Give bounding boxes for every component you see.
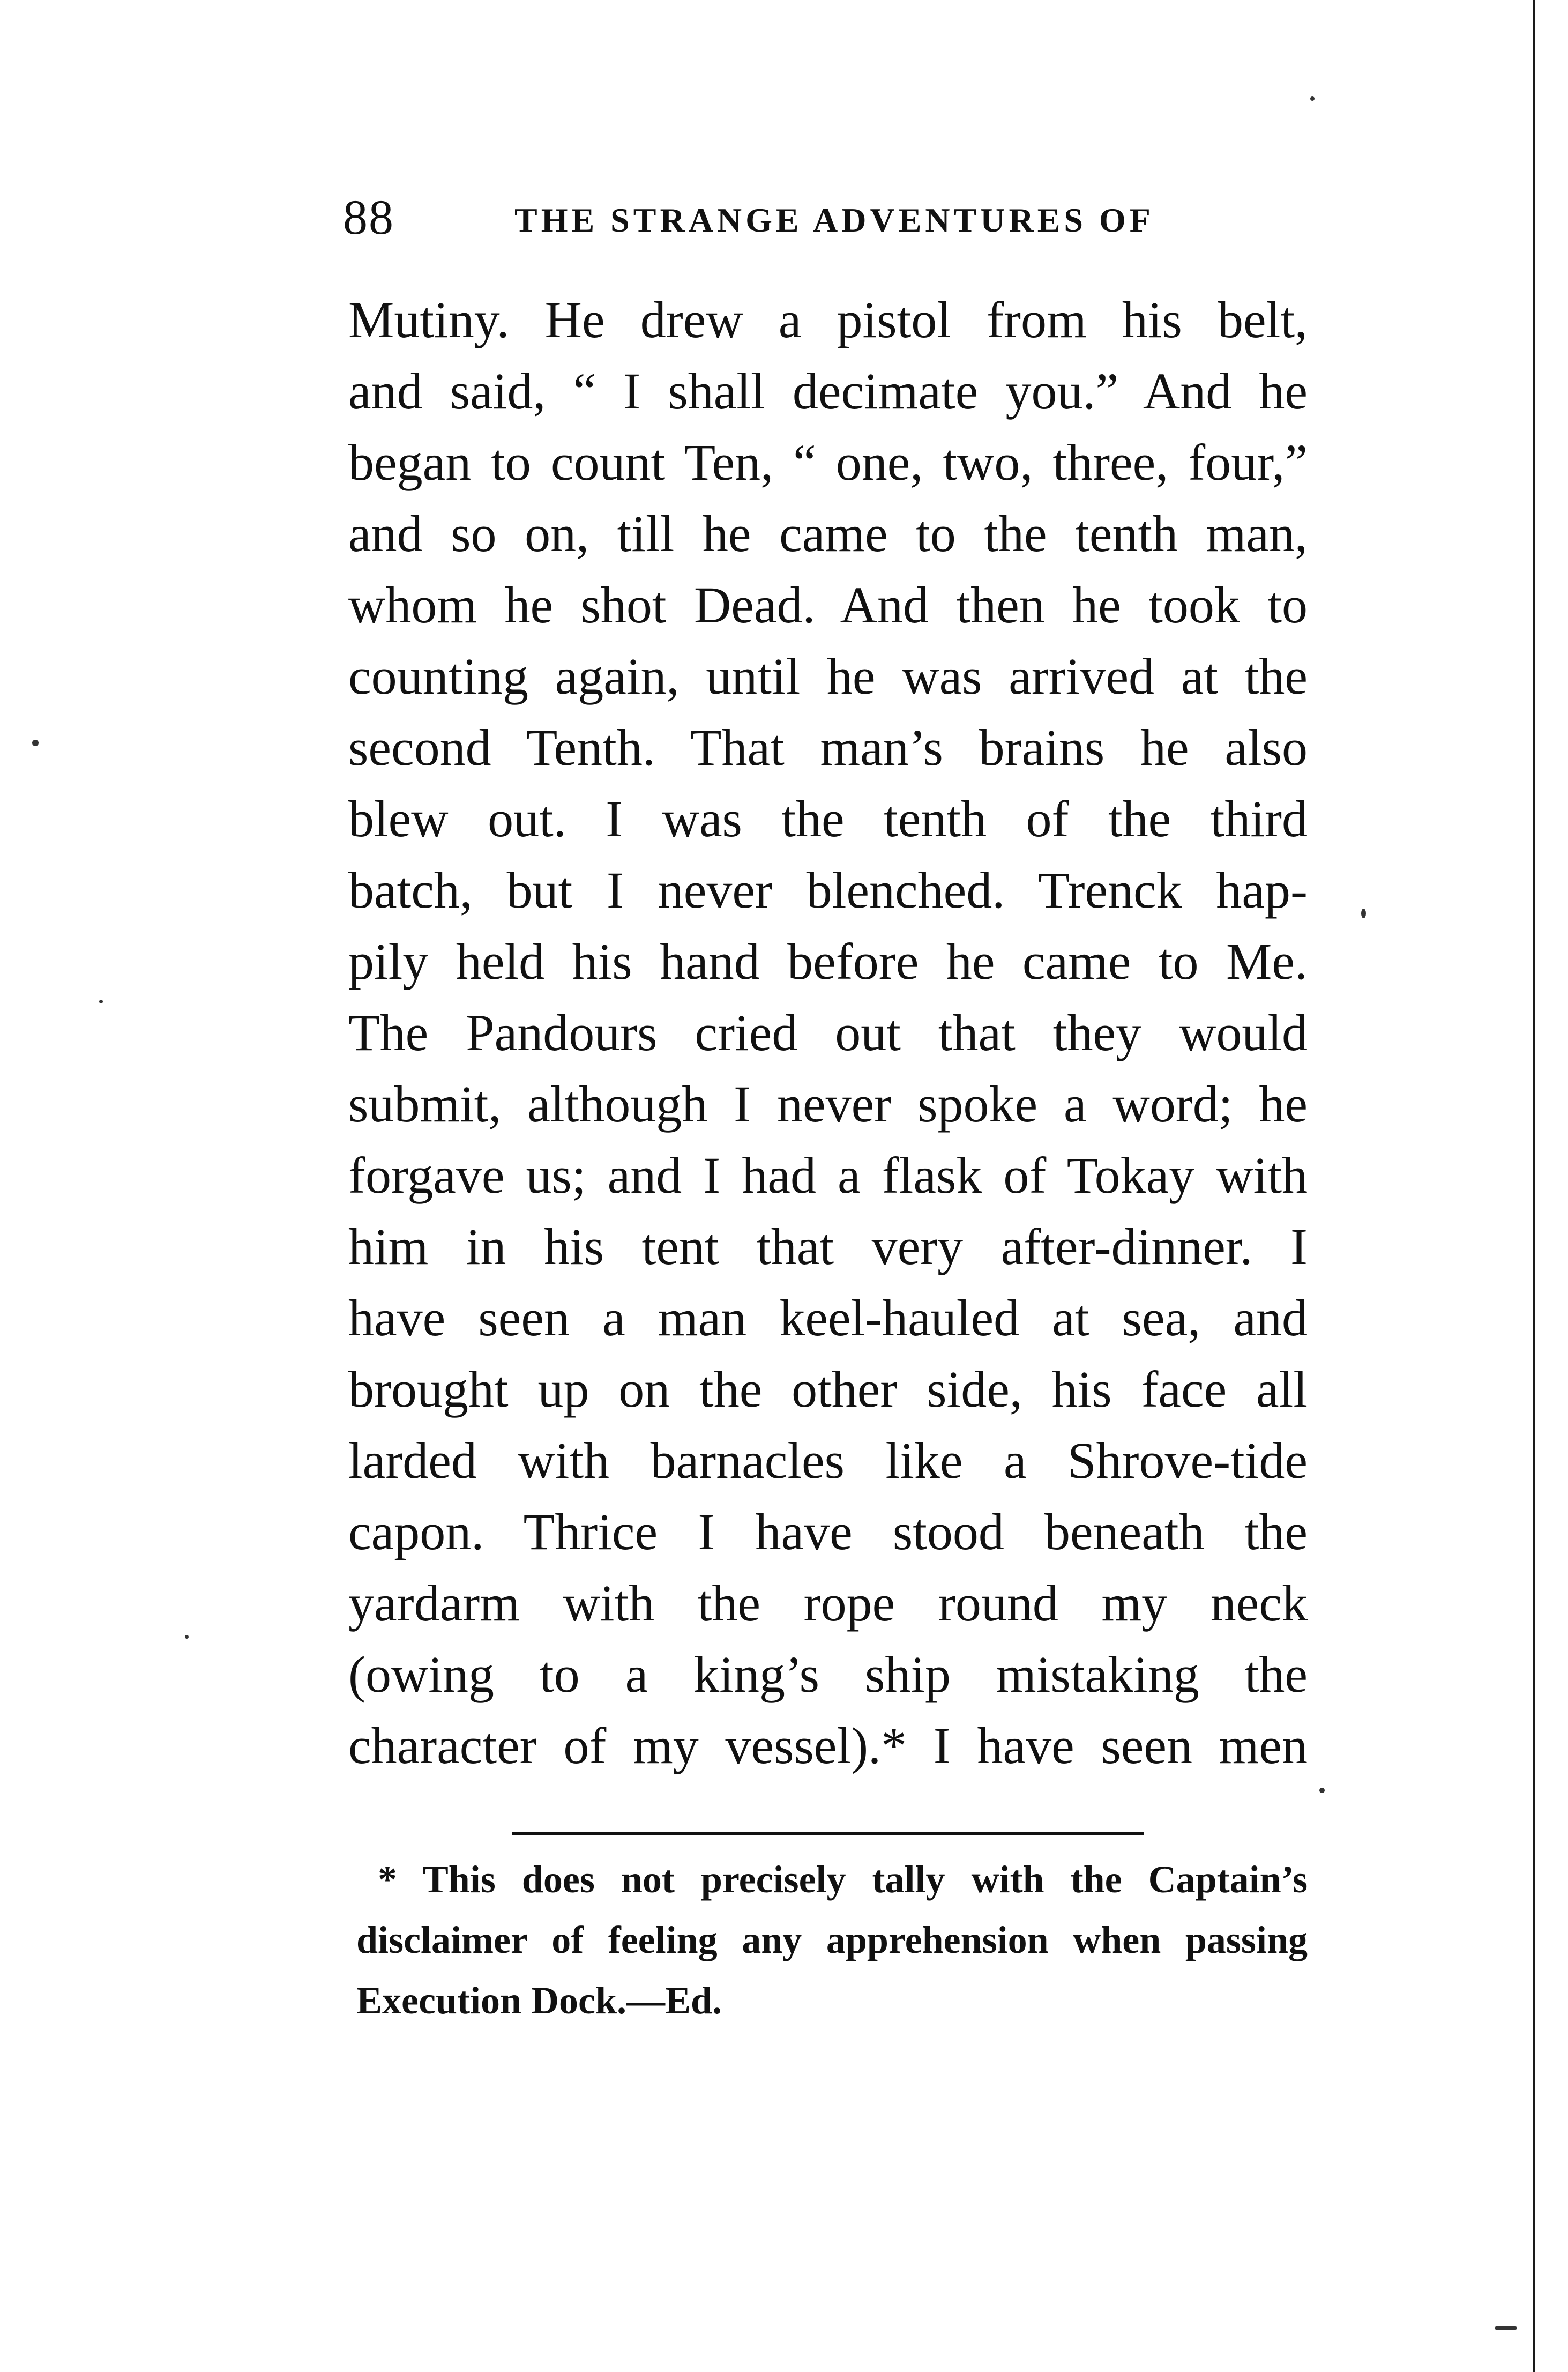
scan-frame-edge: [1533, 0, 1535, 2372]
footnote-rule: [512, 1832, 1144, 1835]
body-line: began to count Ten, “ one, two, three, four,”: [348, 434, 1308, 491]
body-line: blew out. I was the tenth of the third: [348, 790, 1308, 847]
body-line: batch, but I never blenched. Trenck hap-: [348, 861, 1308, 919]
body-line: yardarm with the rope round my neck: [348, 1574, 1308, 1632]
body-line: capon. Thrice I have stood beneath the: [348, 1503, 1308, 1560]
body-line: Mutiny. He drew a pistol from his belt,: [348, 291, 1308, 348]
body-line: submit, although I never spoke a word; he: [348, 1075, 1308, 1133]
body-line: pily held his hand before he came to Me.: [348, 933, 1308, 990]
page-number: 88: [343, 190, 394, 244]
footnote-line: Execution Dock.—Ed.: [356, 1979, 722, 2022]
body-line: character of my vessel).* I have seen men: [348, 1717, 1308, 1774]
body-text: [348, 284, 1308, 1781]
footnote: [356, 1849, 1308, 2031]
footnote-line: * This does not precisely tally with the Captain’s: [378, 1858, 1308, 1901]
body-line: The Pandours cried out that they would: [348, 1004, 1308, 1061]
body-line: second Tenth. That man’s brains he also: [348, 719, 1308, 776]
running-head: [343, 188, 1308, 252]
scan-speck: [1319, 1788, 1325, 1793]
body-line: forgave us; and I had a flask of Tokay with: [348, 1147, 1308, 1204]
body-line: whom he shot Dead. And then he took to: [348, 576, 1308, 634]
body-line: and so on, till he came to the tenth man,: [348, 505, 1308, 562]
body-line: brought up on the other side, his face all: [348, 1360, 1308, 1418]
footnote-line: disclaimer of feeling any apprehension when passing: [356, 1919, 1308, 1961]
scan-speck: [185, 1635, 189, 1639]
running-title: THE STRANGE ADVENTURES OF: [514, 201, 1154, 239]
scan-speck: [1310, 96, 1315, 101]
body-line: have seen a man keel-hauled at sea, and: [348, 1289, 1308, 1347]
scan-speck: [99, 1000, 103, 1003]
scan-speck: [32, 740, 39, 746]
body-line: and said, “ I shall decimate you.” And he: [348, 362, 1308, 420]
body-line: him in his tent that very after-dinner. I: [348, 1218, 1308, 1275]
body-line: (owing to a king’s ship mistaking the: [348, 1646, 1308, 1703]
scan-speck: [1361, 909, 1366, 918]
body-line: counting again, until he was arrived at the: [348, 648, 1308, 705]
body-line: larded with barnacles like a Shrove-tide: [348, 1432, 1308, 1489]
scan-speck: [1495, 2326, 1517, 2330]
